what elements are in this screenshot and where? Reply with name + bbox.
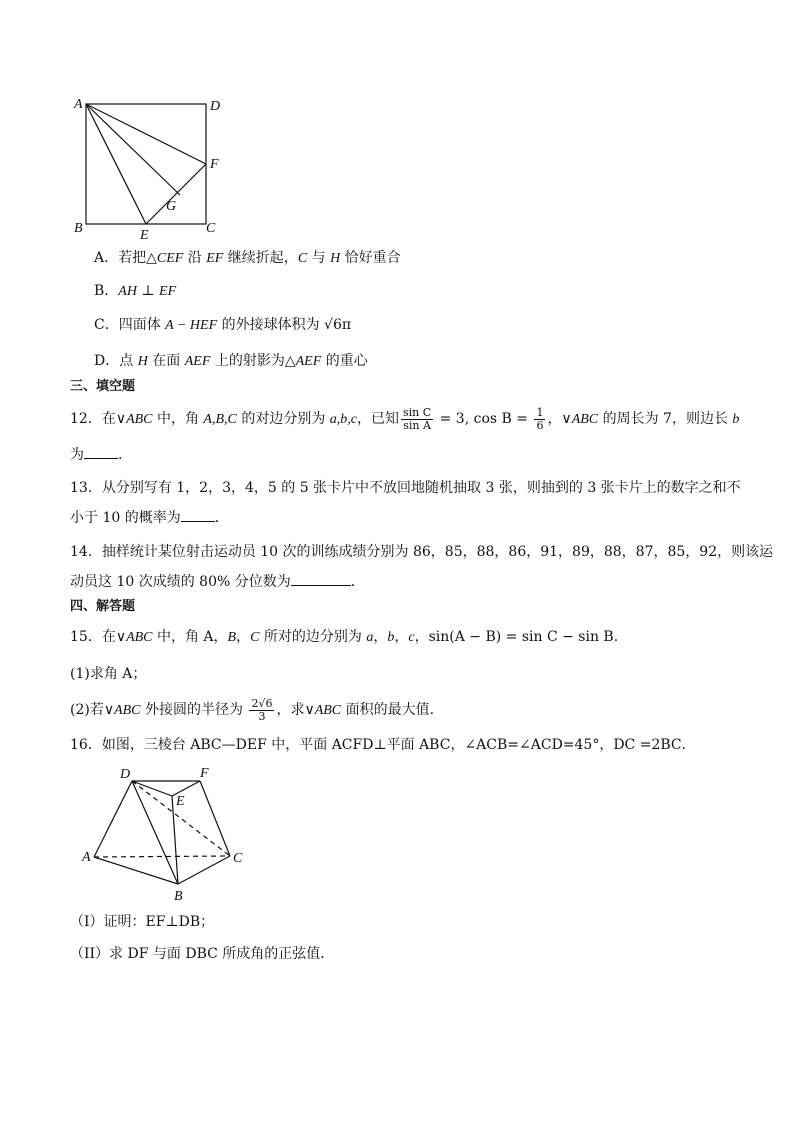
answer-blank — [84, 445, 118, 459]
label-D: D — [120, 767, 131, 782]
question-15-part2: (2)若∨ABC 外接圆的半径为 $\frac{2√6}{3}$ ，求∨ABC 面积的最大值. — [70, 696, 435, 723]
edge-BC — [178, 856, 230, 884]
fraction-sinC-sinA: $\frac{\text{sin C}}{\text{sin A}}$ — [403, 405, 432, 432]
label-E: E — [140, 228, 149, 242]
label-D: D — [210, 99, 221, 114]
edge-EB — [172, 796, 178, 884]
answer-blank — [181, 508, 215, 522]
question-16-part2: （II）求 DF 与面 DBC 所成角的正弦值． — [70, 946, 335, 962]
question-14-line2: 动员这 10 次成绩的 80% 分位数为 ． — [70, 574, 365, 590]
edge-AC-hidden — [94, 856, 230, 857]
question-15-stem: 15．在∨ABC 中，角 A，B，C 所对的边分别为 a，b，c，sin(A − B) = sin C − sin B. — [70, 629, 619, 645]
question-12-line1: 12．在∨ABC 中，角 A,B,C 的对边分别为 a,b,c，已知 $\frac{\text{sin C}}{\text{sin A}}$ = 3, cos B = $\frac{1}{6}$ ，∨ABC 的周长为 7，则边长 b — [70, 405, 740, 432]
segment-EF — [146, 164, 206, 224]
label-A: A — [82, 850, 91, 865]
label-C: C — [233, 851, 243, 866]
frustum-figure — [78, 760, 258, 910]
question-14-line1: 14．抽样统计某位射击运动员 10 次的训练成绩分别为 86，85，88，86，91，89，88，87，85，92，则该运 — [70, 544, 774, 560]
segment-AG — [86, 104, 180, 195]
segment-AF — [86, 104, 206, 164]
option-b: B．AH ⊥ EF — [94, 283, 177, 299]
square-figure — [60, 92, 240, 242]
section-heading-solve: 四、解答题 — [70, 599, 136, 614]
question-12-line2: 为 . — [70, 447, 123, 463]
edge-DA — [94, 781, 132, 857]
question-13-line2: 小于 10 的概率为 ． — [70, 510, 229, 526]
question-13-line1: 13．从分别写有 1，2，3，4，5 的 5 张卡片中不放回地随机抽取 3 张，则抽到的 3 张卡片上的数字之和不 — [70, 480, 741, 496]
question-16-part1: （I）证明：EF⊥DB； — [70, 914, 215, 930]
label-G: G — [166, 199, 177, 214]
fraction-one-sixth: $\frac{1}{6}$ — [536, 405, 544, 432]
section-heading-fill-blank: 三、填空题 — [70, 379, 136, 394]
segment-AE — [86, 104, 146, 224]
label-B: B — [174, 889, 183, 904]
option-a: A．若把△CEF 沿 EF 继续折起，C 与 H 恰好重合 — [94, 250, 401, 266]
question-15-part1: (1)求角 A； — [70, 666, 147, 682]
label-E: E — [176, 794, 185, 809]
question-16-stem: 16．如图，三棱台 ABC—DEF 中，平面 ACFD⊥平面 ABC，∠ACB=∠ACD=45°，DC =2BC． — [70, 737, 696, 753]
answer-blank — [291, 572, 351, 586]
label-F: F — [210, 157, 219, 172]
label-F: F — [200, 766, 209, 781]
edge-AB — [94, 857, 178, 884]
label-A: A — [74, 97, 83, 112]
edge-DB — [132, 781, 178, 884]
fraction-radius: $\frac{2√6}{3}$ — [251, 696, 273, 723]
label-C: C — [206, 221, 216, 236]
option-d: D．点 H 在面 AEF 上的射影为△AEF 的重心 — [94, 353, 368, 369]
label-B: B — [74, 221, 83, 236]
edge-FC — [200, 781, 230, 856]
option-c: C．四面体 A − HEF 的外接球体积为 √6π — [94, 317, 352, 333]
